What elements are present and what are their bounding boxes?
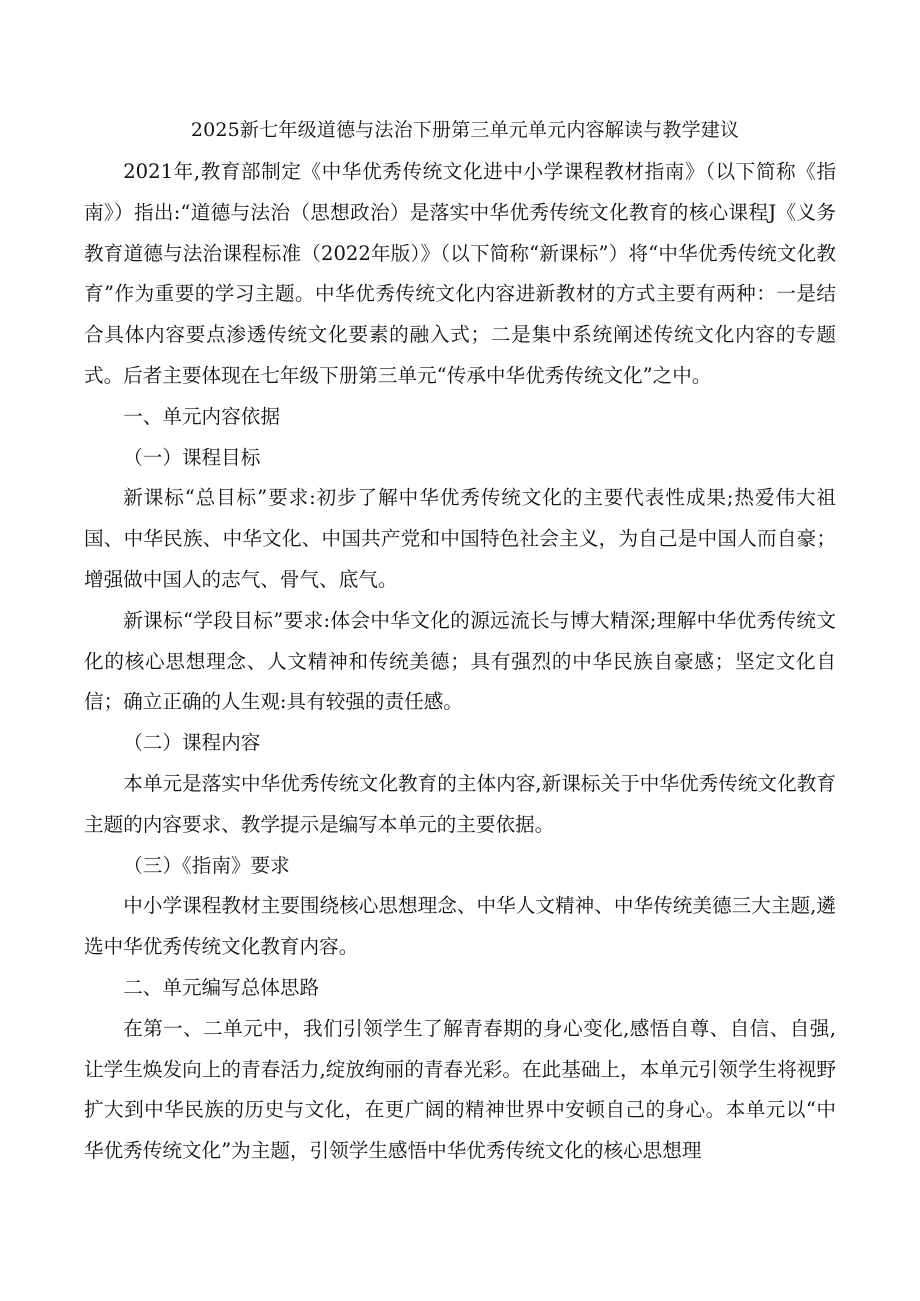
course-content-paragraph: 本单元是落实中华优秀传统文化教育的主体内容,新课标关于中华优秀传统文化教育主题的内容要求、教学提示是编写本单元的主要依据。: [84, 771, 836, 836]
stage-goal-paragraph: 新课标“学段目标”要求:体会中华文化的源远流长与博大精深;理解中华优秀传统文化的核心思想理念、人文精神和传统美德；具有强烈的中华民族自豪感；坚定文化自信；确立正确的人生观:具有较强的责任感。: [84, 608, 836, 714]
section-2-heading: 二、单元编写总体思路: [123, 975, 320, 999]
document-title: 2025新七年级道德与法治下册第三单元单元内容解读与教学建议: [190, 119, 740, 141]
subsection-3-heading: （三）《指南》要求: [123, 853, 290, 877]
subsection-2-heading: （二）课程内容: [123, 731, 261, 755]
total-goal-paragraph: 新课标“总目标”要求:初步了解中华优秀传统文化的主要代表性成果;热爱伟大祖国、中华民族、中华文化、中国共产党和中国特色社会主义，为自己是中国人而自豪；增强做中国人的志气、骨气、底气。: [84, 486, 836, 591]
section-1-heading: 一、单元内容依据: [123, 404, 280, 428]
guide-requirement-paragraph: 中小学课程教材主要围绕核心思想理念、中华人文精神、中华传统美德三大主题,遴选中华优秀传统文化教育内容。: [84, 894, 836, 959]
unit-approach-paragraph: 在第一、二单元中，我们引领学生了解青春期的身心变化,感悟自尊、自信、自强,让学生焕发向上的青春活力,绽放绚丽的青春光彩。在此基础上，本单元引领学生将视野扩大到中华民族的历史与文化，在更广阔的精神世界中安顿自己的身心。本单元以“中华优秀传统文化”为主题，引领学生感悟中华优秀传统文化的核心思想理: [84, 1016, 836, 1163]
intro-paragraph: 2021年,教育部制定《中华优秀传统文化进中小学课程教材指南》（以下简称《指南》）指出:“道德与法治（思想政治）是落实中华优秀传统文化教育的核心课程J《义务教育道德与法治课程标准（2022年版）》（以下简称“新课标”）将“中华优秀传统文化教育”作为重要的学习主题。中华优秀传统文化内容进新教材的方式主要有两种：一是结合具体内容要点渗透传统文化要素的融入式；二是集中系统阐述传统文化内容的专题式。后者主要体现在七年级下册第三单元“传承中华优秀传统文化”之中。: [84, 160, 836, 387]
subsection-1-heading: （一）课程目标: [123, 445, 261, 469]
